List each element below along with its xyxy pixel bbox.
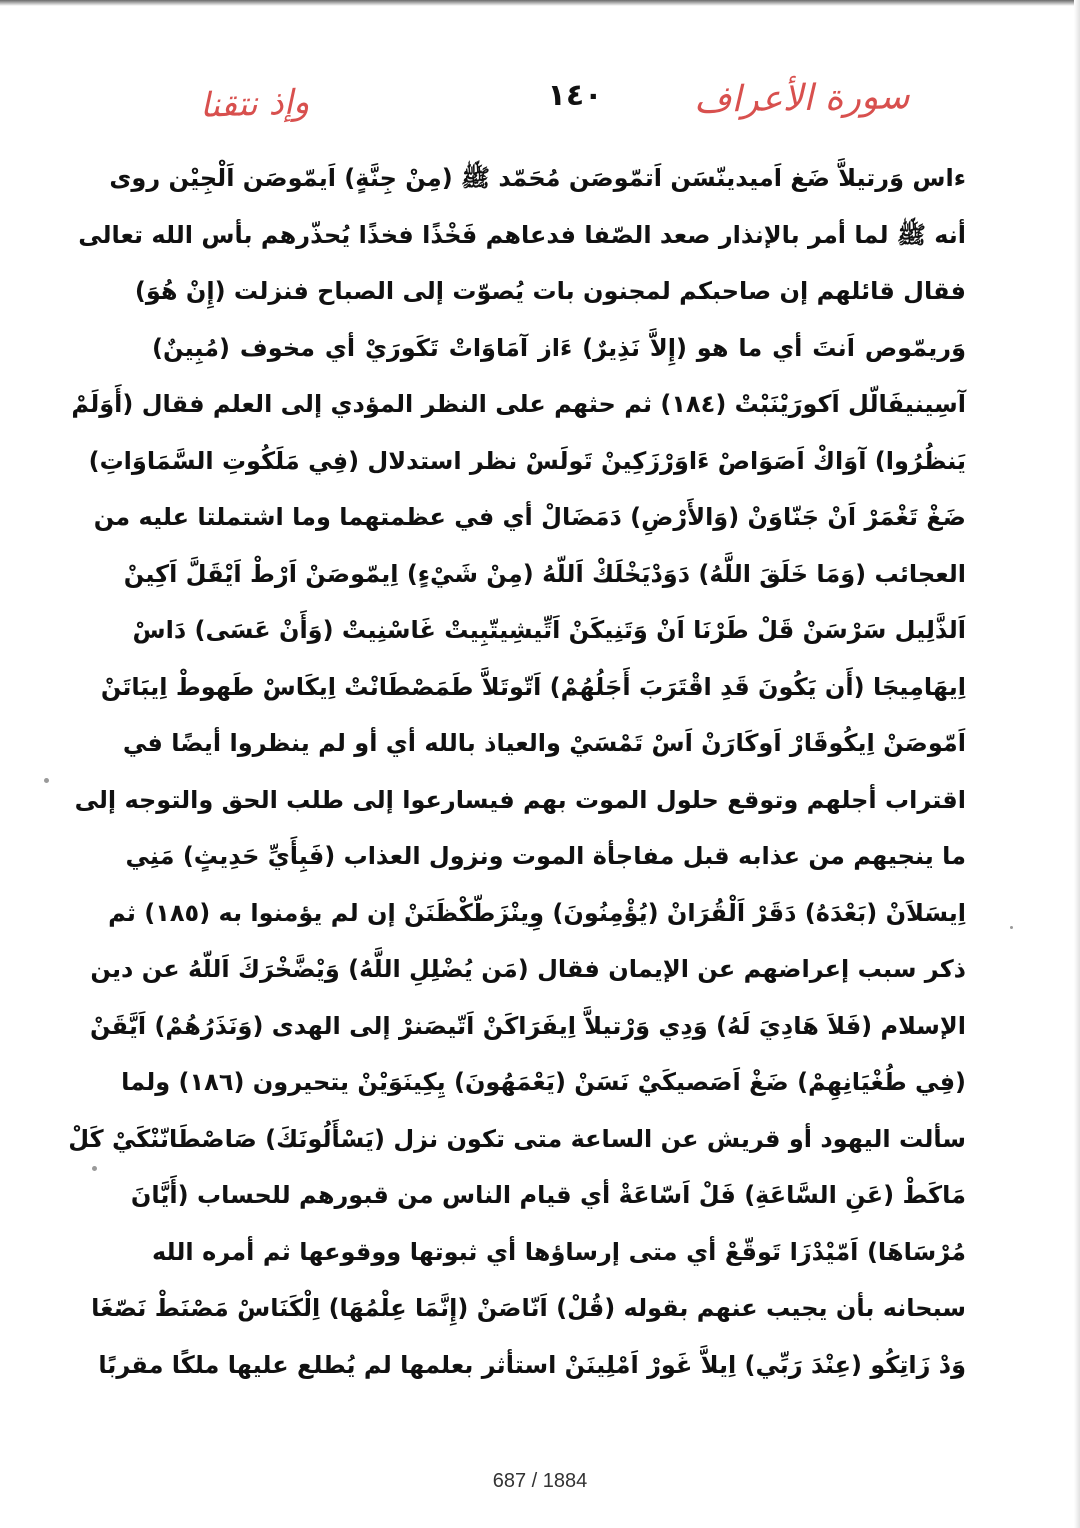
page-header [150,78,970,134]
scan-speck [1010,926,1013,929]
text-line: اَمّوصَنْ اِيكُوقَارْ اَوكَارَنْ اَسْ تَمْسَيْ والعياذ بالله أي أو لم ينظروا أيضًا في [122,729,966,757]
text-line: اِيهَامِيجَا (أَن يَكُونَ قَدِ اقْتَرَبَ أَجَلُهُمْ) اَتّوتَلاَّ طَمَصْطَانْتْ اِيكَاسْ طَهوطْ اِيبَاتَنْ [100,672,966,701]
page-counter: 687 / 1884 [492,1470,588,1492]
text-line: (فِي طُغْيَانِهِمْ) ضَغْ اَصَصيكَيْ نَسَنْ (يَعْمَهُونَ) يِكِينَوَيْنْ يتحيرون (١٨٦) ولما [121,1068,966,1096]
handwritten-surah-name: سورة الأعراف [694,76,911,121]
text-line: اَلذَّلِيل سَرْسَنْ قَلْ طَرْنَا اَنْ وَتَنِيكَنْ اَتِّيشِيتّبِيتْ غَاسْنِيتْ (وَأَنْ عَسَى) دَاسْ [132,616,966,644]
text-line: سألت اليهود أو قريش عن الساعة متى تكون نزل (يَسْأَلُونَكَ) صَاصْطَانّنْكَيْ كَلْ [68,1124,966,1153]
scan-right-edge [1074,0,1080,1528]
text-line: وَدْ زَاتِكُو (عِنْدَ رَبِّي) اِيلاَّ غَورْ اَمْلِينَنْ استأثر بعلمها لم يُطلع عليها ملكًا مقربًا [98,1350,966,1379]
text-line: مُرْسَاهَا) اَمّيْدْزَا تَوقّعْ أي متى إرساؤها أي ثبوتها ووقوعها ثم أمره الله [152,1237,966,1266]
page-number: ١٤٠ [547,78,603,113]
handwritten-section-note: وإذ نتقنا [199,82,311,126]
text-line: وَريمّوص اَنتَ أي ما هو (إِلاَّ نَذِيرٌ) ءَاز آمَاوَاتْ تَكَورَيْ أي مخوف (مُبِينٌ) [152,333,966,362]
text-line: أنه ﷺ لما أمر بالإنذار صعد الصّفا فدعاهم فَخْذًا فخذًا يُحذّرهم بأس الله تعالى [78,220,966,249]
scan-speck [92,1166,97,1171]
text-line: ذكر سبب إعراضهم عن الإيمان فقال (مَن يُضْلِلِ اللَّهُ) وَيْضَّخْرَكَ اَللّهُ عن دين [90,955,966,983]
text-line: اقتراب أجلهم وتوقع حلول الموت بهم فيسارعوا إلى طلب الحق والتوجه إلى [74,785,966,814]
text-line: ضَغْ تَغْمَرْ اَنْ جَنّاوَنْ (وَالأَرْضِ) دَمَضَالْ أي في عظمتهما وما اشتملتا عليه من [93,503,966,531]
text-line: سبحانه بأن يجيب عنهم بقوله (قُلْ) اَنّاصَنْ (إِنَّمَا عِلْمُهَا) اِلْكَنَاسْ مَصْنَطْ نَصّغَا [91,1294,966,1322]
body-text [68,150,966,1393]
text-line: يَنظُرُوا) آوَاكْ اَصَوَاصْ ءَاوَرْزَكِينْ تَولَسْ نظر استدلال (فِي مَلَكُوتِ السَّمَاوَاتِ) [88,446,966,475]
text-line: العجائب (وَمَا خَلَقَ اللَّهُ) دَوَدْيَخْلَكْ اَللّهُ (مِنْ شَيْءٍ) اِيمّوصَنْ اَرْطْ اَيْقَلَّ اَكِينْ [123,559,966,588]
text-line: الإسلام (فَلاَ هَادِيَ لَهُ) وَدِي وَرْتيلاَّ اِيفَرَاكَنْ اَتّيصَنرْ إلى الهدى (وَنَذَرُهُمْ) اَيَّقَنْ [89,1011,966,1040]
text-line: آسِينيفَالّل اَكورَيْنَبْتْ (١٨٤) ثم حثهم على النظر المؤدي إلى العلم فقال (أَوَلَمْ [71,390,966,418]
text-line: فقال قائلهم إن صاحبكم لمجنون بات يُصوّت إلى الصباح فنزلت (إِنْ هُوَ) [134,277,966,305]
text-line: ءاس وَرتيلاَّ ضَغ اَميدينّسَن اَتمّوصَن مُحَمّد ﷺ (مِنْ جِنَّةٍ) اَيمّوصَن اَلْجِيْن روى [109,164,966,192]
scan-speck [44,778,49,783]
text-line: ما ينجيهم من عذابه قبل مفاجأة الموت ونزول العذاب (فَبِأَيِّ حَدِيثٍ) مَنِي [125,842,966,870]
text-line: مَاكَطْ (عَنِ السَّاعَةِ) فَلْ اَسّاعَةْ أي قيام الناس من قبورهم للحساب (أَيَّانَ [130,1181,966,1209]
text-line: اِيسَلاَنْ (بَعْدَهُ) دَقَرْ اَلْقُرَانْ (يُؤْمِنُونَ) وِينْزَطّكْظَنَنْ إن لم يؤمنوا به (١٨٥) ثم [108,898,966,927]
scan-top-edge [0,0,1080,6]
